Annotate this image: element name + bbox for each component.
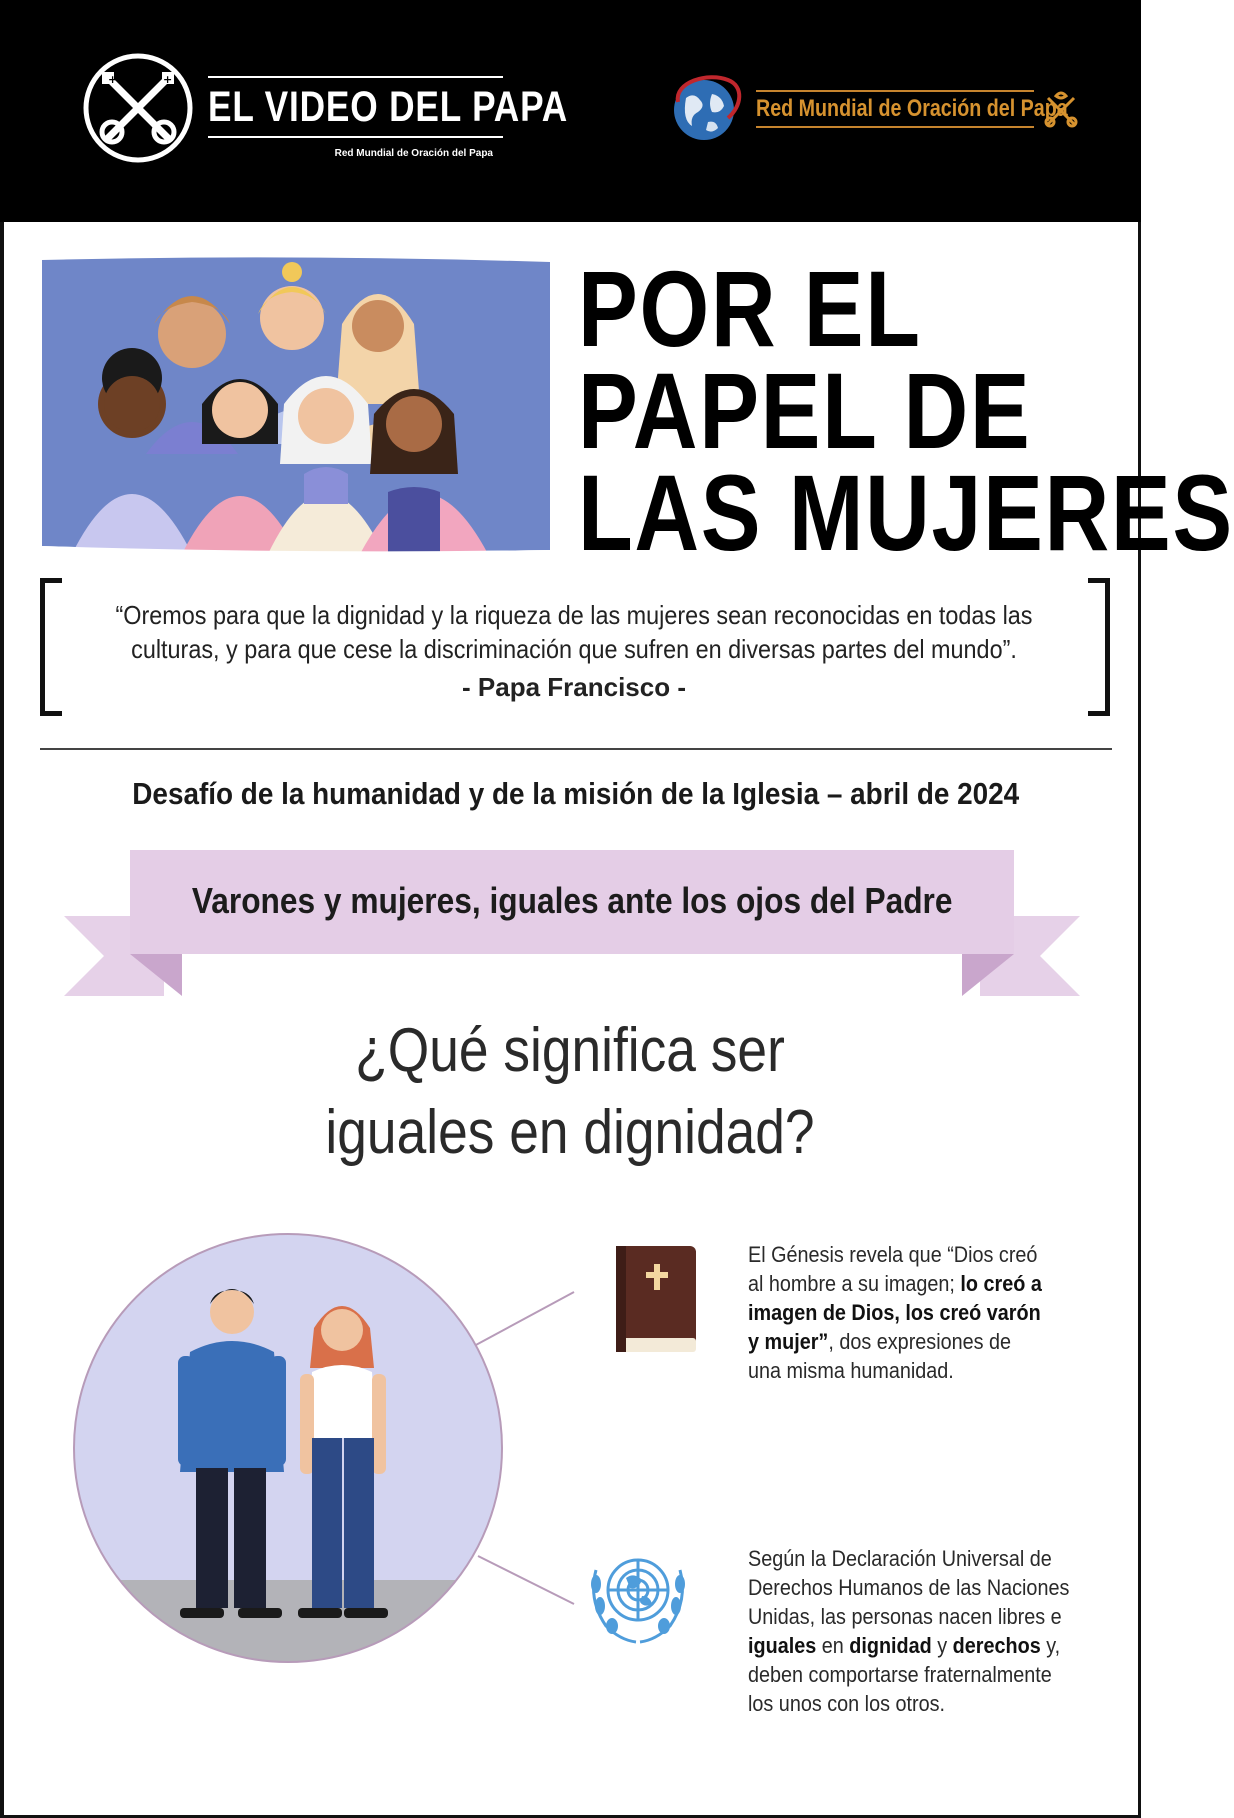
network-name: Red Mundial de Oración del Papa bbox=[756, 95, 1068, 122]
quote-bracket-left bbox=[40, 578, 62, 716]
info-un-part4: y, deben comportarse fraternalmente los unos con los otros. bbox=[748, 1633, 1061, 1716]
crossed-keys-logo-icon bbox=[82, 52, 194, 164]
network-rule-bottom bbox=[756, 126, 1034, 128]
quote-author: - Papa Francisco - bbox=[462, 672, 686, 702]
info-un-part3: y bbox=[931, 1633, 953, 1658]
quote-bracket-right bbox=[1088, 578, 1110, 716]
brand-subtitle: Red Mundial de Oración del Papa bbox=[334, 148, 493, 159]
info-genesis bbox=[748, 1240, 1078, 1385]
papal-keys-icon bbox=[1042, 90, 1080, 130]
info-genesis-part1: El Génesis revela que “Dios creó al hombre a su imagen; bbox=[748, 1242, 1038, 1296]
info-un-part2: en bbox=[816, 1633, 850, 1658]
hero-title-line-1: POR EL bbox=[578, 248, 922, 369]
question-heading bbox=[200, 1010, 940, 1174]
quote-text: “Oremos para que la dignidad y la riqueza de las mujeres sean reconocidas en todas las culturas, y para que cese la discriminación que sufren en diversas partes del mundo”. bbox=[115, 600, 1033, 664]
hero-title-line-2: PAPEL DE bbox=[578, 350, 1032, 471]
section-divider bbox=[40, 748, 1112, 750]
globe-heart-logo-icon bbox=[668, 72, 746, 144]
brand-rule-bottom bbox=[208, 136, 503, 138]
man-woman-illustration bbox=[72, 1232, 504, 1664]
brand-block bbox=[208, 76, 569, 159]
brand-title: EL VIDEO DEL PAPA bbox=[208, 83, 569, 131]
ribbon-banner bbox=[64, 850, 1080, 1000]
bible-icon bbox=[612, 1242, 700, 1358]
info-un-text bbox=[748, 1544, 1081, 1718]
ribbon-title bbox=[132, 880, 1012, 922]
svg-text:+: + bbox=[108, 73, 118, 86]
hero-title bbox=[578, 248, 1234, 573]
challenge-text: Desafío de la humanidad y de la misión de la Iglesia – abril de 2024 bbox=[132, 776, 1020, 811]
info-genesis-text bbox=[748, 1240, 1045, 1385]
info-un-bold-dignidad: dignidad bbox=[849, 1633, 932, 1658]
question-line-2: iguales en dignidad? bbox=[325, 1098, 815, 1167]
info-un-part1: Según la Declaración Universal de Derechos Humanos de las Naciones Unidas, las personas nacen libres e bbox=[748, 1546, 1070, 1629]
ribbon-text: Varones y mujeres, iguales ante los ojos del Padre bbox=[191, 880, 953, 921]
pope-quote bbox=[64, 598, 1084, 704]
brand-rule-top bbox=[208, 76, 503, 78]
header-bar bbox=[0, 0, 1141, 222]
question-line-1: ¿Qué significa ser bbox=[355, 1016, 785, 1085]
hero-title-line-3: LAS MUJERES bbox=[578, 452, 1234, 573]
info-un-declaration bbox=[748, 1544, 1118, 1718]
women-group-illustration bbox=[42, 254, 550, 554]
challenge-heading bbox=[40, 776, 1112, 812]
svg-text:+: + bbox=[163, 73, 173, 86]
info-un-bold-iguales: iguales bbox=[748, 1633, 817, 1658]
info-genesis-bold: lo creó a imagen de Dios, los creó varón y mujer” bbox=[748, 1271, 1042, 1354]
un-emblem-icon bbox=[586, 1540, 690, 1648]
info-un-bold-derechos: derechos bbox=[952, 1633, 1041, 1658]
info-genesis-part2: , dos expresiones de una misma humanidad. bbox=[748, 1329, 1012, 1383]
